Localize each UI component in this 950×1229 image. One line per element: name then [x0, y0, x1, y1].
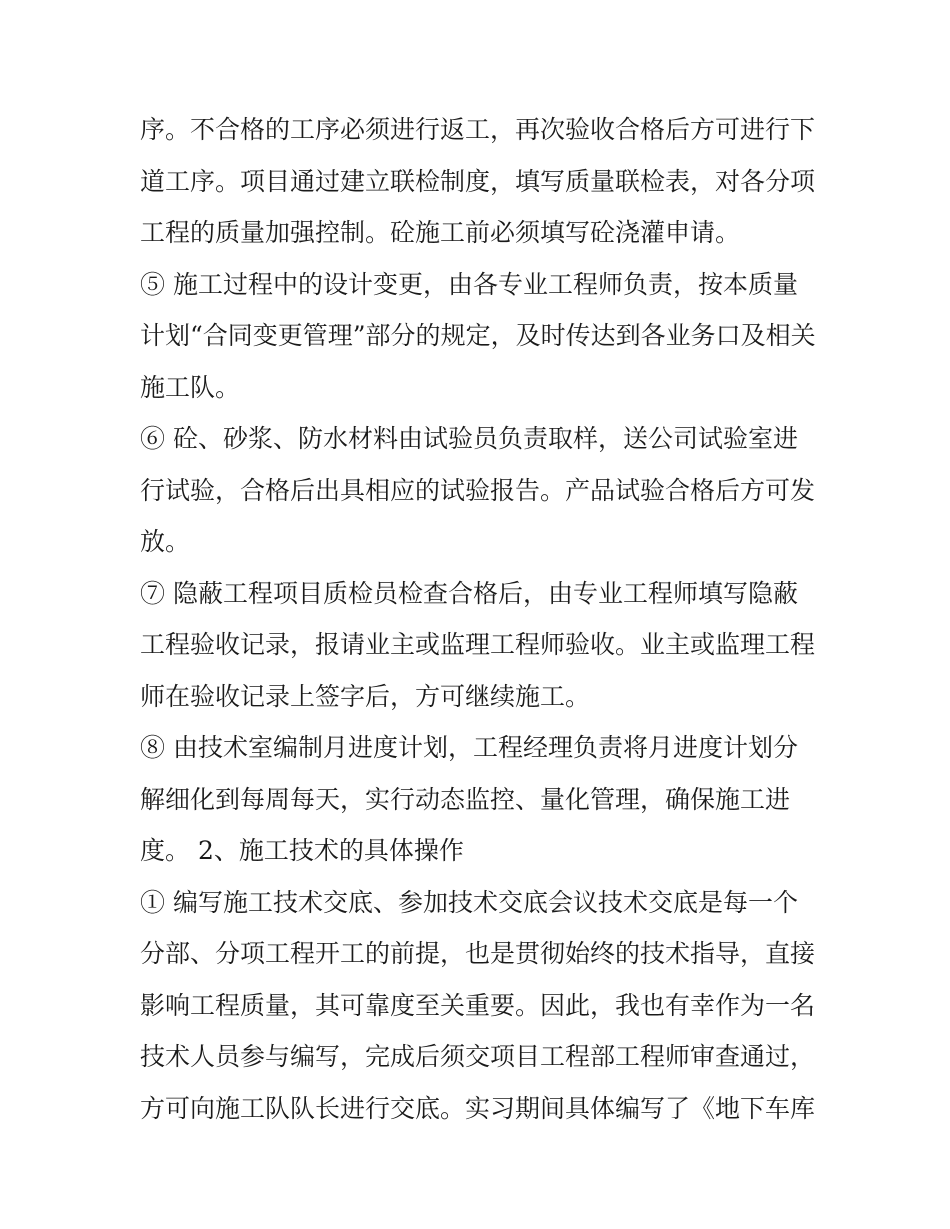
text-line: 解细化到每周每天，实行动态监控、量化管理，确保施工进 — [140, 784, 791, 814]
text-line: 工程验收记录，报请业主或监理工程师验收。业主或监理工程 — [140, 630, 816, 659]
text-line: 序。不合格的工序必须进行返工，再次验收合格后方可进行下 — [140, 115, 816, 144]
text-line: 分部、分项工程开工的前提，也是贯彻始终的技术指导，直接 — [140, 939, 816, 968]
text-line: 计划“合同变更管理”部分的规定，及时传达到各业务口及相关 — [140, 321, 816, 350]
text-line: ⑦ 隐蔽工程项目质检员检查合格后，由专业工程师填写隐蔽 — [140, 578, 798, 608]
text-line: ① 编写施工技术交底、参加技术交底会议技术交底是每一个 — [140, 887, 798, 917]
text-line: 工程的质量加强控制。砼施工前必须填写砼浇灌申请。 — [140, 218, 741, 247]
text-line: 方可向施工队队长进行交底。实习期间具体编写了《地下车库 — [140, 1093, 816, 1123]
text-line: ⑧ 由技术室编制月进度计划，工程经理负责将月进度计划分 — [140, 733, 798, 762]
text-line: 影响工程质量，其可靠度至关重要。因此，我也有幸作为一名 — [140, 990, 816, 1020]
text-line: ⑥ 砼、砂浆、防水材料由试验员负责取样，送公司试验室进 — [140, 424, 798, 453]
document-body — [140, 104, 820, 1134]
text-line: ⑤ 施工过程中的设计变更，由各专业工程师负责，按本质量 — [140, 269, 798, 299]
text-line: 技术人员参与编写，完成后须交项目工程部工程师审查通过， — [140, 1042, 816, 1071]
text-line: 师在验收记录上签字后，方可继续施工。 — [140, 681, 591, 711]
text-line: 行试验，合格后出具相应的试验报告。产品试验合格后方可发 — [140, 475, 816, 505]
text-line: 道工序。项目通过建立联检制度，填写质量联检表，对各分项 — [140, 166, 816, 196]
text-line: 度。 2、施工技术的具体操作 — [140, 836, 464, 865]
text-line: 施工队。 — [140, 372, 241, 402]
text-line: 放。 — [140, 527, 191, 556]
